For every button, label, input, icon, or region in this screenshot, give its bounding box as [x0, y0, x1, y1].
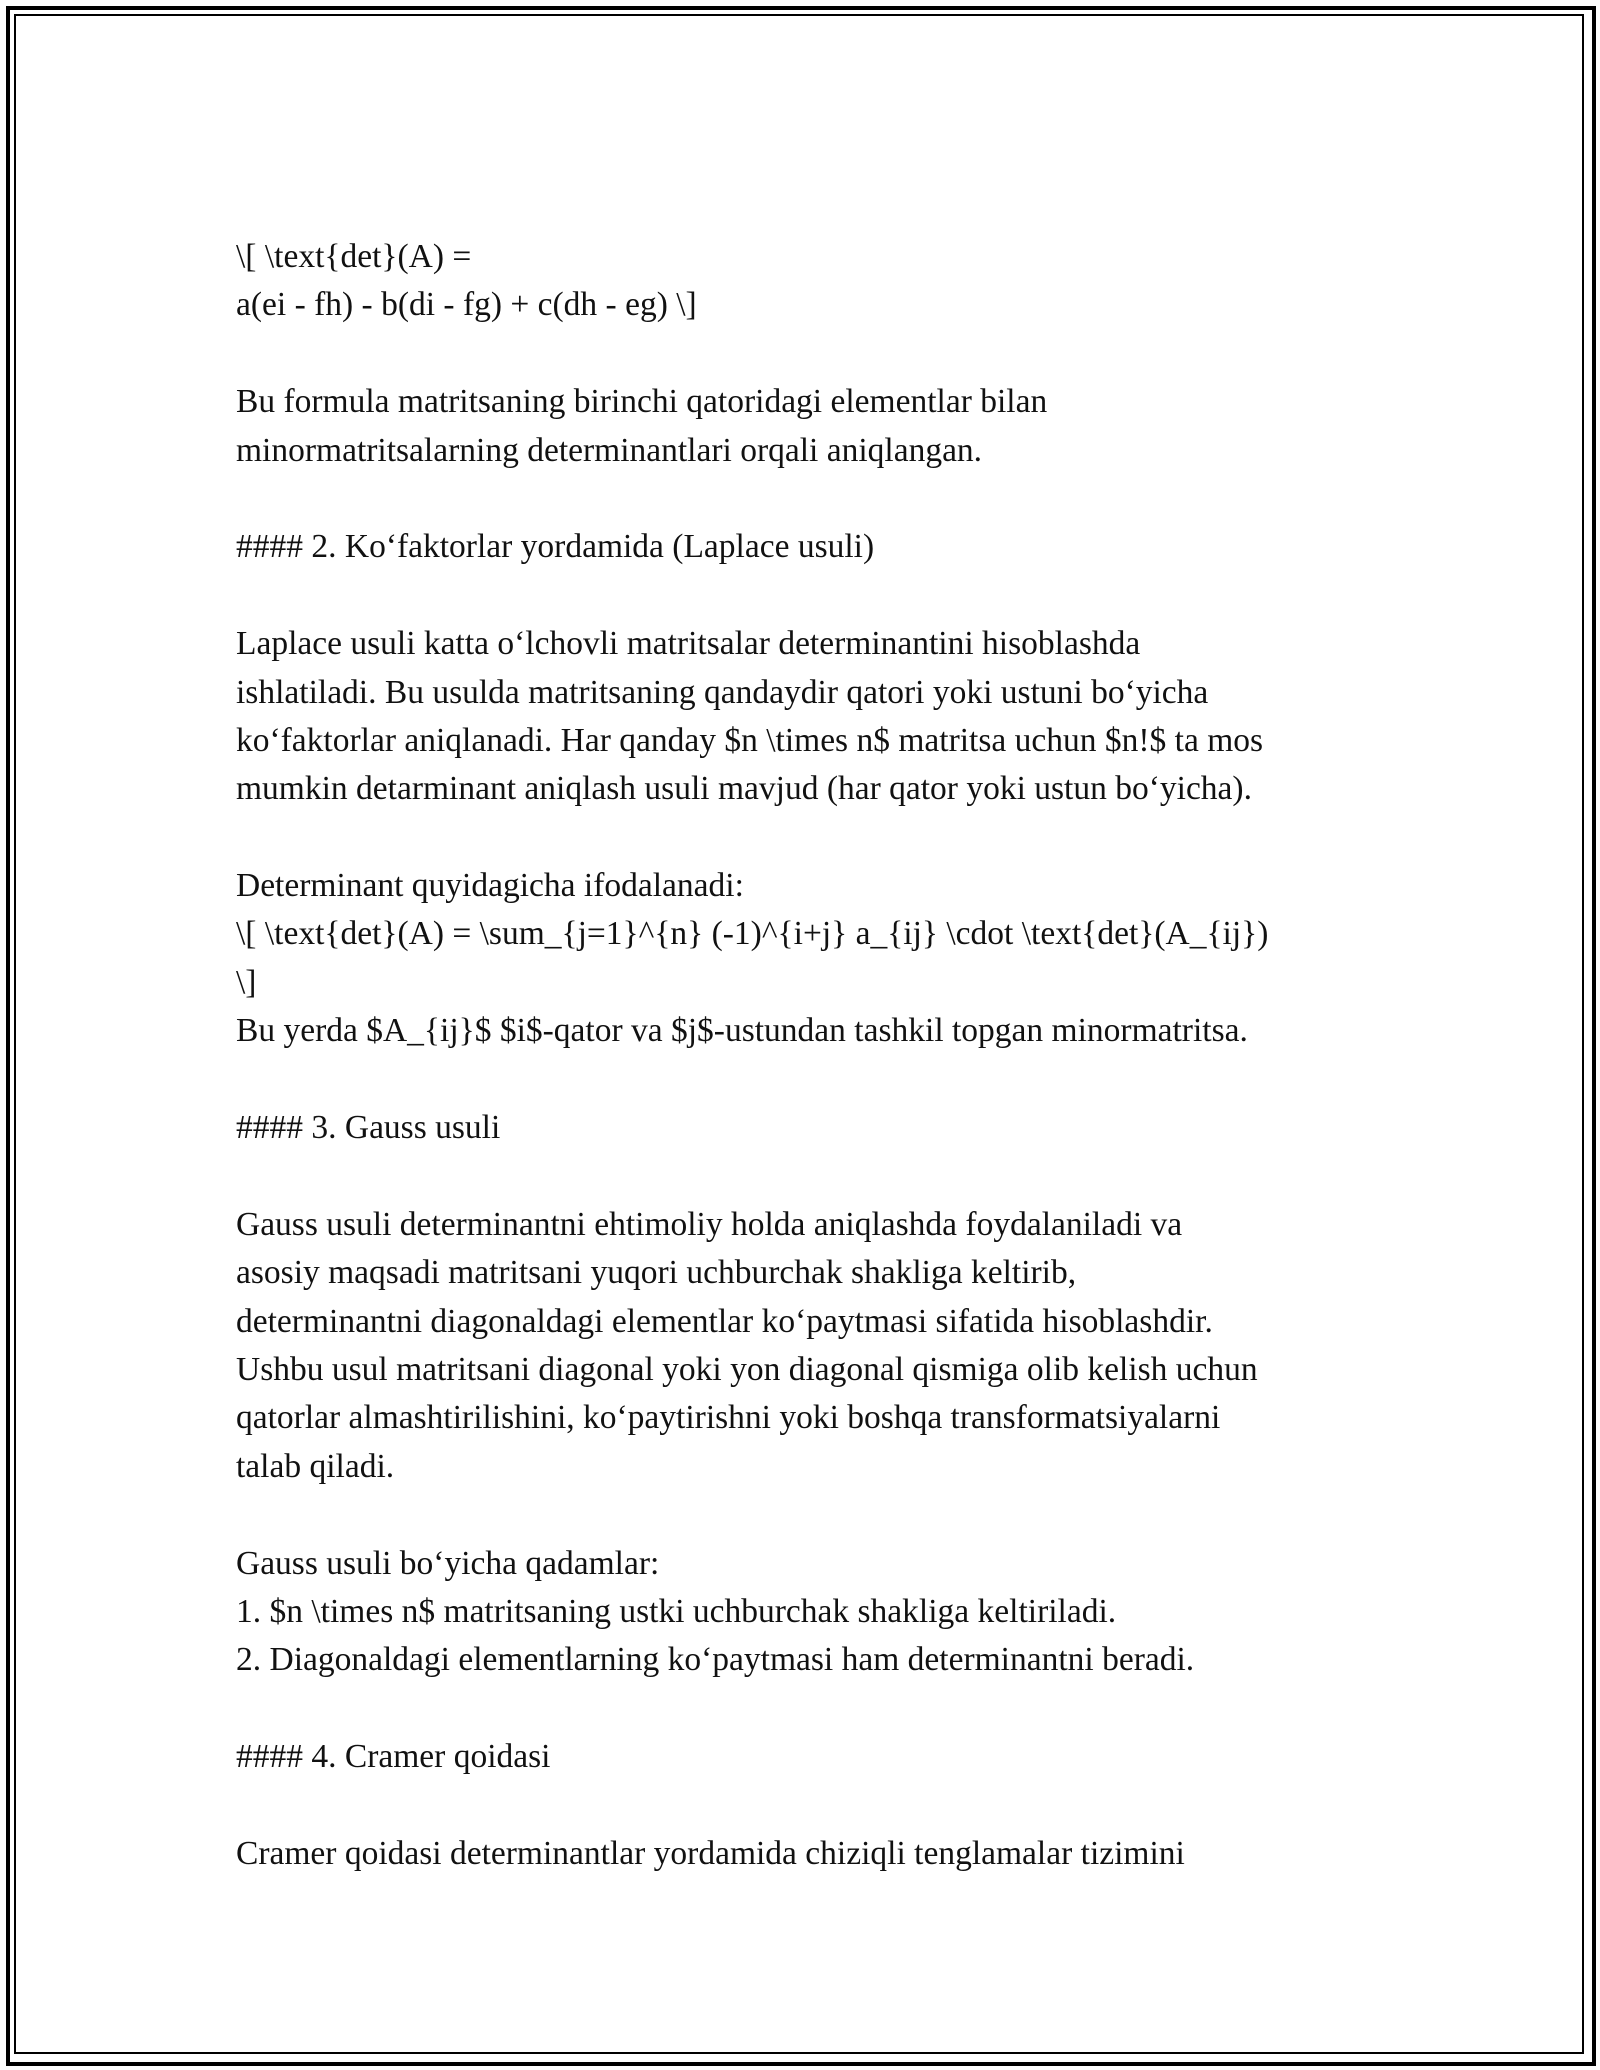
document-body	[236, 233, 1396, 1878]
formula-line: \]	[236, 963, 257, 1001]
section-heading: #### 2. Ko‘faktorlar yordamida (Laplace usuli)	[236, 528, 875, 566]
paragraph-line: ishlatiladi. Bu usulda matritsaning qandaydir qatori yoki ustuni bo‘yicha	[236, 673, 1209, 711]
paragraph-line: Laplace usuli katta o‘lchovli matritsalar determinantini hisoblashda	[236, 625, 1141, 663]
paragraph-line: Gauss usuli bo‘yicha qadamlar:	[236, 1544, 660, 1582]
blank-line	[236, 572, 1396, 620]
paragraph-line: ko‘faktorlar aniqlanadi. Har qanday $n \times n$ matritsa uchun $n!$ ta mos	[236, 721, 1264, 759]
paragraph-line: qatorlar almashtirilishini, ko‘paytirishni yoki boshqa transformatsiyalarni	[236, 1399, 1221, 1437]
blank-line	[236, 1056, 1396, 1104]
paragraph-line: Gauss usuli determinantni ehtimoliy holda aniqlashda foydalaniladi va	[236, 1205, 1183, 1243]
blank-line	[236, 1152, 1396, 1200]
blank-line	[236, 1685, 1396, 1733]
paragraph-line: Ushbu usul matritsani diagonal yoki yon diagonal qismiga olib kelish uchun	[236, 1350, 1258, 1388]
paragraph-line: Determinant quyidagicha ifodalanadi:	[236, 867, 744, 905]
section-heading: #### 3. Gauss usuli	[236, 1109, 501, 1147]
section-heading: #### 4. Cramer qoidasi	[236, 1738, 551, 1776]
list-item: 2. Diagonaldagi elementlarning ko‘paytmasi ham determinantni beradi.	[236, 1641, 1195, 1679]
formula-line: \[ \text{det}(A) = \sum_{j=1}^{n} (-1)^{i+j} a_{ij} \cdot \text{det}(A_{ij})	[236, 915, 1269, 953]
paragraph-line: minormatritsalarning determinantlari orqali aniqlangan.	[236, 431, 983, 469]
formula-line: a(ei - fh) - b(di - fg) + c(dh - eg) \]	[236, 286, 697, 324]
list-item: 1. $n \times n$ matritsaning ustki uchburchak shakliga keltiriladi.	[236, 1592, 1117, 1630]
paragraph-line: determinantni diagonaldagi elementlar ko‘paytmasi sifatida hisoblashdir.	[236, 1302, 1213, 1340]
paragraph-line: Cramer qoidasi determinantlar yordamida chiziqli tenglamalar tizimini	[236, 1834, 1185, 1872]
paragraph-line: mumkin detarminant aniqlash usuli mavjud (har qator yoki ustun bo‘yicha).	[236, 770, 1252, 808]
blank-line	[236, 1491, 1396, 1539]
paragraph-line: Bu formula matritsaning birinchi qatoridagi elementlar bilan	[236, 383, 1048, 421]
blank-line	[236, 814, 1396, 862]
blank-line	[236, 475, 1396, 523]
blank-line	[236, 330, 1396, 378]
blank-line	[236, 1782, 1396, 1830]
paragraph-line: asosiy maqsadi matritsani yuqori uchburchak shakliga keltirib,	[236, 1254, 1077, 1292]
paragraph-line: talab qiladi.	[236, 1447, 395, 1485]
paragraph-line: Bu yerda $A_{ij}$ $i$-qator va $j$-ustundan tashkil topgan minormatritsa.	[236, 1012, 1248, 1050]
formula-line: \[ \text{det}(A) =	[236, 238, 472, 275]
